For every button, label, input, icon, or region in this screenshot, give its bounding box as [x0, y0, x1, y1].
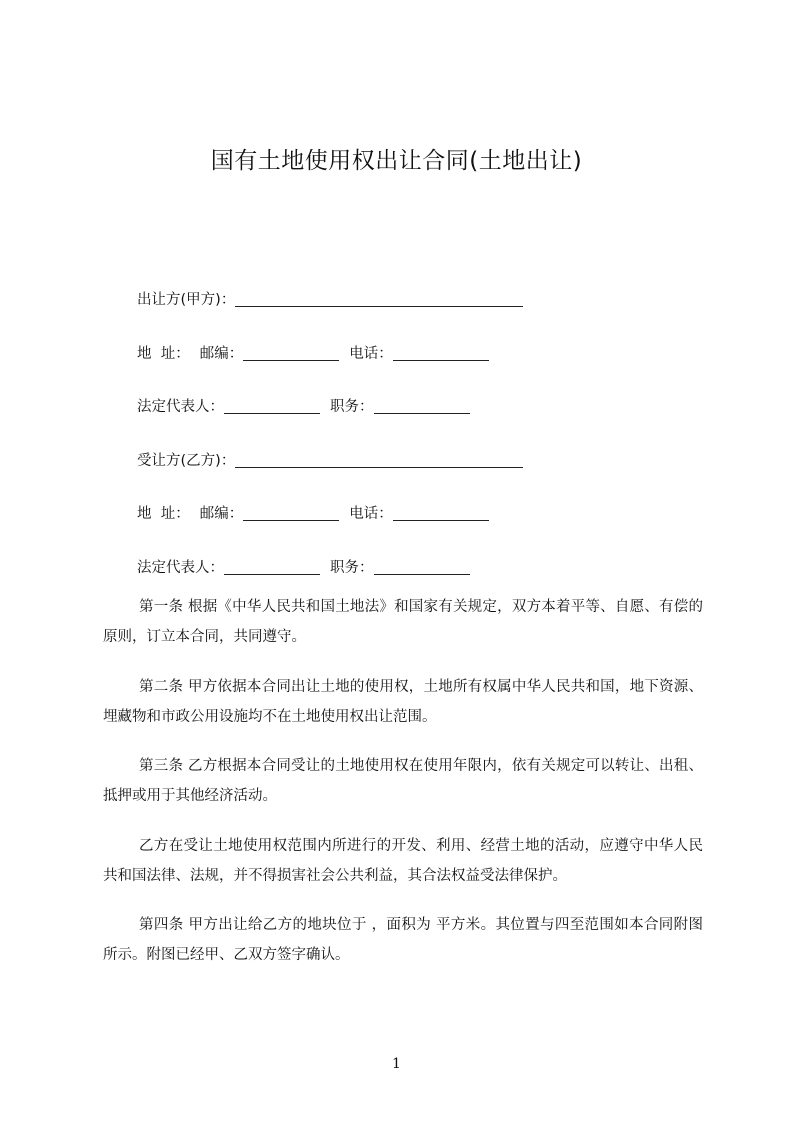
grantee-postcode-blank[interactable]	[243, 505, 339, 521]
document-title: 国有土地使用权出让合同(土地出让)	[210, 148, 583, 174]
grantee-address-label: 地 址：	[137, 506, 190, 522]
grantee-row	[137, 451, 523, 471]
grantee-title-label: 职务：	[330, 560, 374, 576]
article-3-continued: 乙方在受让土地使用权范围内所进行的开发、利用、经营土地的活动，应遵守中华人民共和国法律、法规，并不得损害社会公共利益，其合法权益受法律保护。	[103, 838, 703, 884]
grantor-row	[137, 290, 523, 310]
grantor-rep-label: 法定代表人：	[137, 399, 224, 415]
grantor-phone-label: 电话：	[349, 346, 393, 362]
article-1: 第一条 根据《中华人民共和国土地法》和国家有关规定，双方本着平等、自愿、有偿的原则，订立本合同，共同遵守。	[103, 599, 703, 645]
grantor-postcode-blank[interactable]	[243, 345, 339, 361]
grantor-rep-blank[interactable]	[224, 398, 320, 414]
grantor-rep-row	[137, 397, 470, 417]
grantor-address-label: 地 址：	[137, 346, 190, 362]
grantor-label: 出让方(甲方)：	[137, 292, 236, 308]
grantor-phone-blank[interactable]	[393, 345, 489, 361]
page-number: 1	[392, 1056, 401, 1072]
article-2: 第二条 甲方依据本合同出让土地的使用权，土地所有权属中华人民共和国，地下资源、埋藏物和市政公用设施均不在土地使用权出让范围。	[103, 679, 703, 725]
grantee-label: 受让方(乙方)：	[137, 453, 236, 469]
grantee-blank[interactable]	[235, 452, 523, 468]
article-3: 第三条 乙方根据本合同受让的土地使用权在使用年限内，依有关规定可以转让、出租、抵押或用于其他经济活动。	[103, 758, 703, 804]
grantee-title-blank[interactable]	[374, 559, 470, 575]
grantee-postcode-label: 邮编：	[199, 506, 244, 522]
grantor-postcode-label: 邮编：	[199, 346, 244, 362]
grantee-rep-blank[interactable]	[224, 559, 320, 575]
grantee-rep-row	[137, 558, 470, 578]
grantor-title-label: 职务：	[330, 399, 374, 415]
grantee-rep-label: 法定代表人：	[137, 560, 224, 576]
grantor-address-row	[137, 344, 489, 364]
grantee-phone-blank[interactable]	[393, 505, 489, 521]
grantor-title-blank[interactable]	[374, 398, 470, 414]
grantee-address-row	[137, 504, 489, 524]
grantor-blank[interactable]	[235, 291, 523, 307]
article-4: 第四条 甲方出让给乙方的地块位于 ，面积为 平方米。其位置与四至范围如本合同附图所示。附图已经甲、乙双方签字确认。	[103, 917, 703, 963]
grantee-phone-label: 电话：	[349, 506, 393, 522]
